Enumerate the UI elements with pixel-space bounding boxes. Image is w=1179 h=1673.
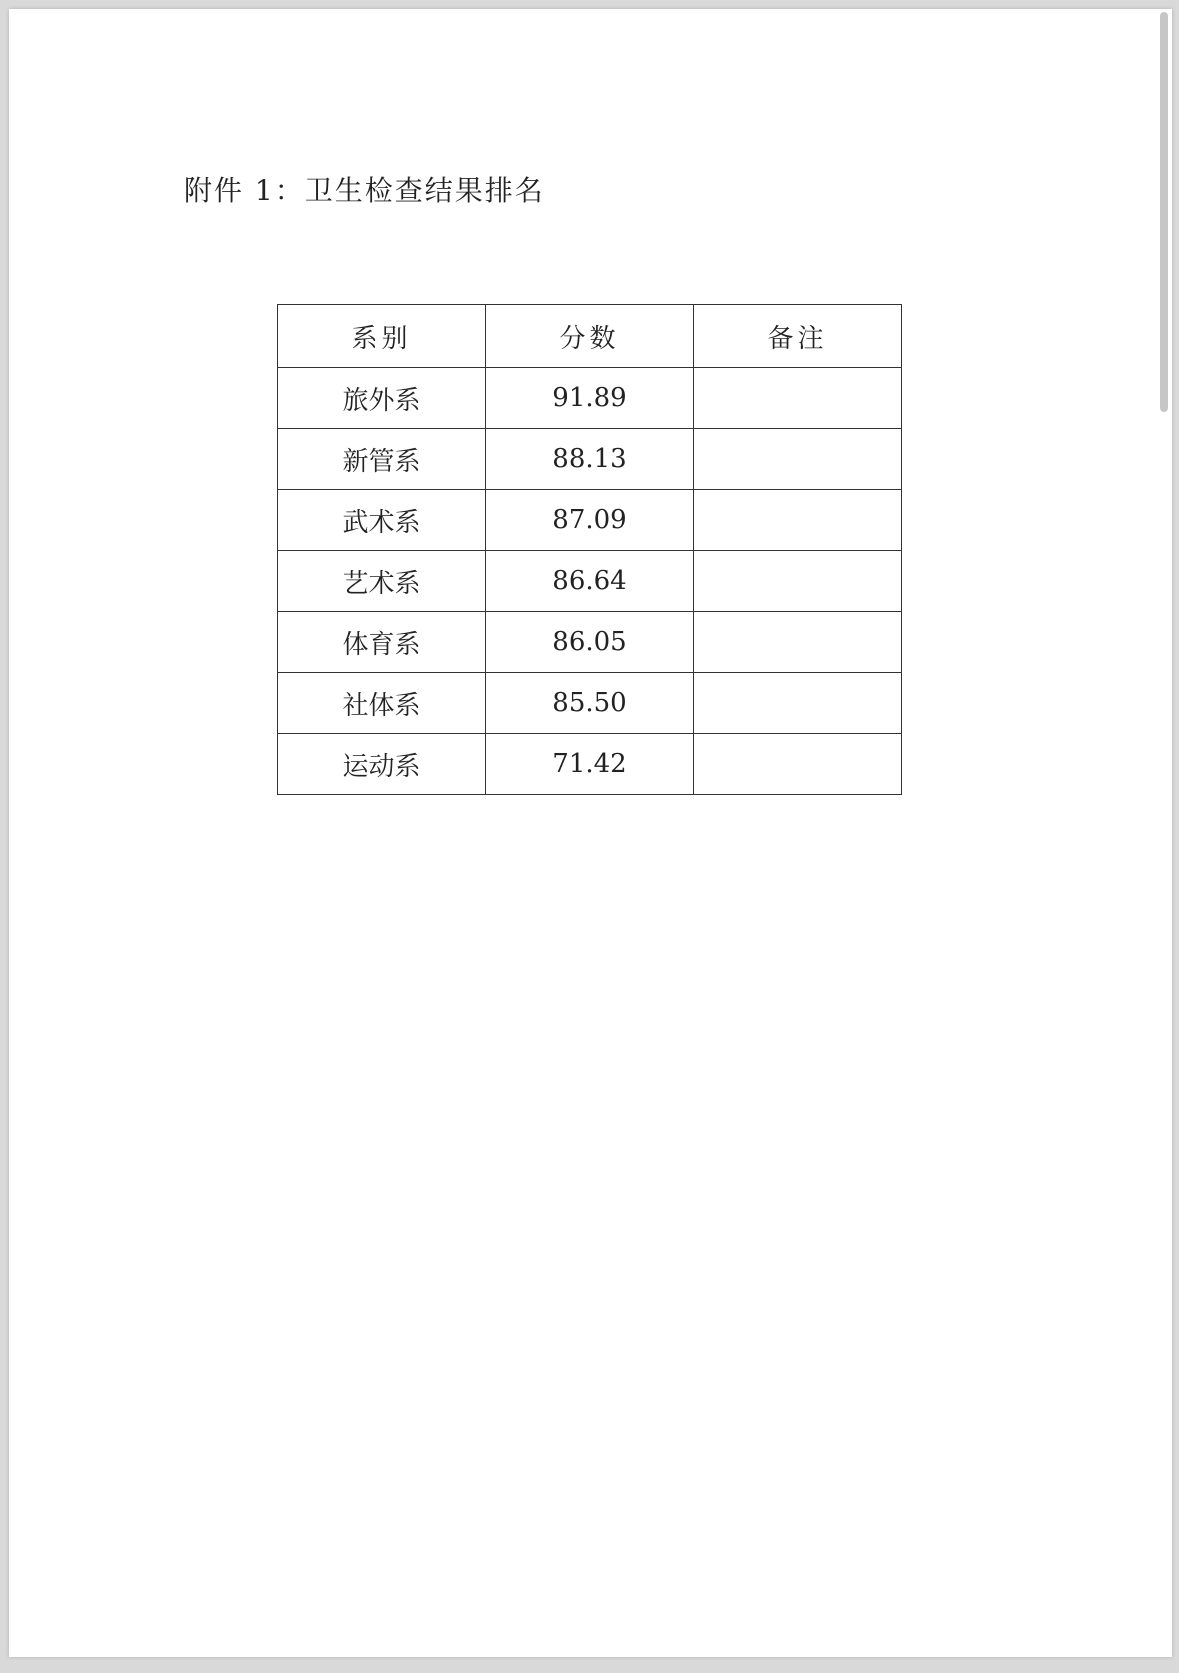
vertical-scrollbar[interactable] <box>1160 12 1168 412</box>
table-header-row <box>278 305 902 368</box>
score-cell: 87.09 <box>486 490 694 551</box>
remarks-cell <box>694 551 902 612</box>
remarks-cell <box>694 734 902 795</box>
department-cell: 体育系 <box>278 612 486 673</box>
table-row <box>278 612 902 673</box>
table-row <box>278 490 902 551</box>
document-page <box>9 9 1172 1657</box>
remarks-cell <box>694 673 902 734</box>
remarks-cell <box>694 612 902 673</box>
table-row <box>278 734 902 795</box>
header-department: 系别 <box>278 305 486 368</box>
score-cell: 88.13 <box>486 429 694 490</box>
ranking-table <box>277 304 902 795</box>
header-remarks: 备注 <box>694 305 902 368</box>
header-score: 分数 <box>486 305 694 368</box>
score-cell: 86.64 <box>486 551 694 612</box>
department-cell: 新管系 <box>278 429 486 490</box>
score-cell: 86.05 <box>486 612 694 673</box>
table-row <box>278 673 902 734</box>
score-cell: 91.89 <box>486 368 694 429</box>
table-row <box>278 368 902 429</box>
score-cell: 71.42 <box>486 734 694 795</box>
department-cell: 运动系 <box>278 734 486 795</box>
table-row <box>278 429 902 490</box>
department-cell: 艺术系 <box>278 551 486 612</box>
department-cell: 旅外系 <box>278 368 486 429</box>
remarks-cell <box>694 490 902 551</box>
page-title: 附件 1：卫生检查结果排名 <box>184 174 545 207</box>
remarks-cell <box>694 368 902 429</box>
remarks-cell <box>694 429 902 490</box>
department-cell: 社体系 <box>278 673 486 734</box>
score-cell: 85.50 <box>486 673 694 734</box>
department-cell: 武术系 <box>278 490 486 551</box>
table-row <box>278 551 902 612</box>
